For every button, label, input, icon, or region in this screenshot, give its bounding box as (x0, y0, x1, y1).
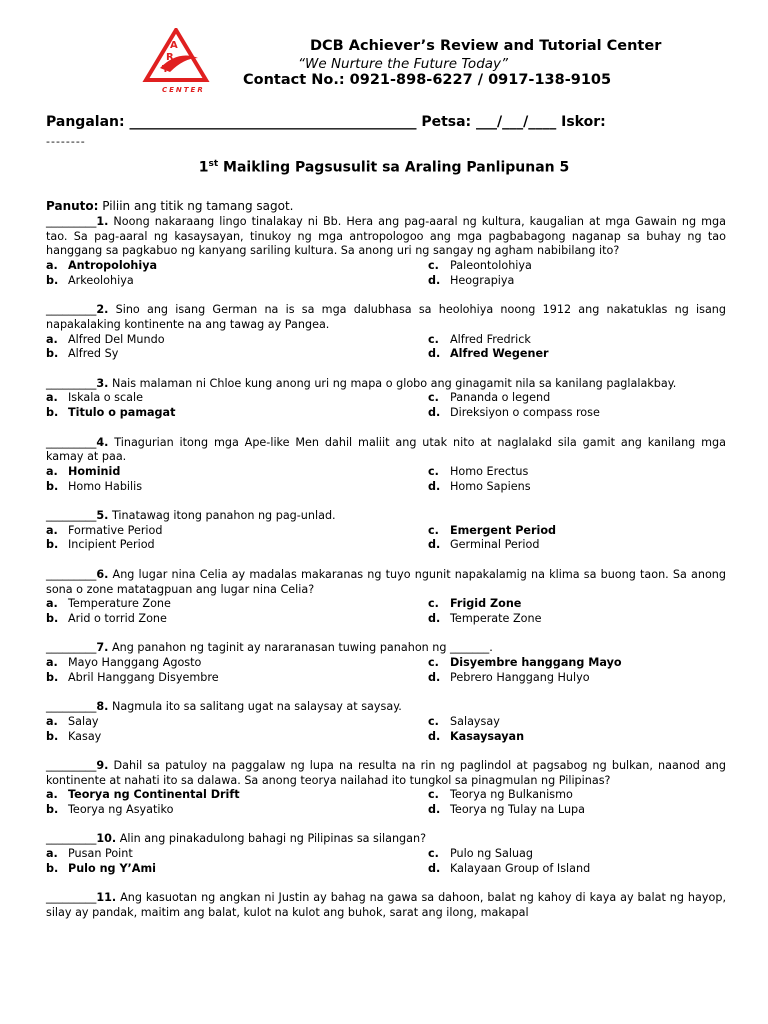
choice-option (428, 524, 726, 539)
choice-text: Disyembre hanggang Mayo (450, 656, 622, 669)
choice-letter: a. (46, 788, 58, 802)
choice-text: Alfred Wegener (450, 347, 549, 361)
question-item (46, 832, 726, 876)
title-ordinal-suffix: st (208, 159, 219, 169)
choice-option (428, 480, 726, 495)
answer-blank: _________ (46, 567, 97, 581)
choice-letter: d. (428, 803, 441, 816)
question-number: 10. (96, 832, 117, 846)
question-text (46, 436, 726, 465)
choice-letter: d. (428, 347, 441, 361)
logo-letter-t: T (162, 64, 169, 75)
choice-option (428, 671, 726, 686)
choice-text: Teorya ng Bulkanismo (450, 788, 573, 802)
choice-letter: d. (428, 670, 441, 684)
choice-option (428, 612, 726, 627)
choice-letter: a. (46, 464, 58, 478)
choice-text: Hominid (68, 464, 121, 478)
score-line-continuation: -------- (46, 135, 86, 148)
question-item (46, 759, 726, 818)
choice-letter: a. (46, 391, 58, 405)
choice-letter: b. (46, 611, 59, 625)
answer-blank: _________ (46, 891, 97, 905)
title-text: Maikling Pagsusulit sa Araling Panlipunan 5 (218, 159, 570, 176)
choice-option (428, 391, 726, 406)
answer-blank: _________ (46, 758, 97, 772)
choice-option (46, 347, 428, 362)
choice-letter: c. (428, 259, 439, 273)
question-text (46, 700, 726, 715)
choice-letter: c. (428, 464, 439, 478)
instructions-text: Piliin ang titik ng tamang sagot. (98, 199, 294, 213)
question-item (46, 568, 726, 627)
choice-letter: d. (428, 406, 441, 420)
question-text (46, 509, 726, 524)
choice-letter: c. (428, 788, 439, 802)
choice-letter: b. (46, 273, 59, 287)
choice-option (428, 274, 726, 289)
choice-option (46, 612, 428, 627)
choice-text: Teorya ng Continental Drift (68, 788, 240, 802)
document-header (0, 0, 768, 100)
choice-text: Temperate Zone (450, 611, 542, 625)
choice-option (46, 671, 428, 686)
choice-letter: a. (46, 656, 58, 669)
choices-grid (46, 391, 726, 420)
choice-text: Abril Hanggang Disyembre (68, 670, 219, 684)
question-number: 5. (96, 509, 109, 522)
question-body: Tinagurian itong mga Ape-like Men dahil maliit ang utak nito at naglalakd sila gamit ang kanilang mga kamay at paa. (46, 435, 726, 464)
choices-grid (46, 259, 726, 288)
choice-text: Kasay (68, 729, 102, 743)
choice-option (46, 333, 428, 348)
choice-option (46, 538, 428, 553)
choice-letter: b. (46, 406, 59, 420)
choice-letter: c. (428, 523, 439, 537)
question-list (46, 215, 726, 935)
choice-option (46, 847, 428, 862)
question-number: 11. (96, 891, 117, 905)
choice-text: Germinal Period (450, 538, 540, 552)
choice-letter: d. (428, 611, 441, 625)
choice-text: Iskala o scale (68, 391, 144, 405)
choices-grid (46, 656, 726, 685)
choices-grid (46, 465, 726, 494)
logo-letter-a: A (170, 40, 178, 51)
choice-text: Paleontolohiya (450, 259, 532, 273)
question-body: Dahil sa patuloy na paggalaw ng lupa na resulta na rin ng paglindol at pagsabog ng bulkan, naanod ang kontinente at nahati ito sa dalawa. Sa anong teorya nailahad ito tungkol sa pinagmulan ng Pilipinas? (46, 758, 726, 787)
choice-option (428, 347, 726, 362)
question-text (46, 568, 726, 597)
choice-letter: d. (428, 729, 441, 743)
question-text (46, 303, 726, 332)
choice-text: Homo Erectus (450, 464, 529, 478)
choice-letter: c. (428, 714, 439, 728)
name-date-score-line: Pangalan: _________________________________________ Petsa: ___/___/____ Iskor: (46, 114, 606, 130)
choice-letter: b. (46, 861, 59, 875)
question-text (46, 215, 726, 259)
center-name: DCB Achiever’s Review and Tutorial Center (310, 38, 662, 54)
choice-text: Pulo ng Y’Ami (68, 861, 156, 875)
choice-text: Kalayaan Group of Island (450, 861, 591, 875)
question-item (46, 215, 726, 289)
choice-text: Mayo Hanggang Agosto (68, 656, 202, 669)
question-text (46, 641, 726, 656)
choice-option (428, 847, 726, 862)
choice-letter: a. (46, 259, 58, 273)
choice-text: Antropolohiya (68, 259, 158, 273)
question-number: 3. (96, 376, 109, 390)
choice-option (428, 715, 726, 730)
quiz-title (0, 159, 768, 176)
choice-option (46, 803, 428, 818)
choice-letter: d. (428, 273, 441, 287)
choice-option (46, 480, 428, 495)
choice-option (428, 597, 726, 612)
center-motto: “We Nurture the Future Today” (298, 56, 509, 72)
choice-text: Salaysay (450, 714, 500, 728)
question-number: 6. (96, 567, 109, 581)
choice-text: Formative Period (68, 523, 163, 537)
choice-text: Kasaysayan (450, 729, 525, 743)
question-text (46, 759, 726, 788)
choice-letter: c. (428, 391, 439, 405)
choice-text: Frigid Zone (450, 597, 522, 611)
choice-text: Alfred Del Mundo (68, 332, 165, 346)
question-body: Alin ang pinakadulong bahagi ng Pilipinas sa silangan? (116, 832, 427, 846)
choice-option (428, 538, 726, 553)
choice-letter: b. (46, 538, 59, 552)
choice-option (46, 730, 428, 745)
choice-option (428, 730, 726, 745)
question-body: Tinatawag itong panahon ng pag-unlad. (108, 509, 336, 522)
choice-text: Incipient Period (68, 538, 155, 552)
question-body: Ang kasuotan ng angkan ni Justin ay bahag na gawa sa dahoon, balat ng kahoy di kaya ay balat ng hayop, silay ay pandak, maitim ang balat, kulot na kulot ang buhok, sarat ang ilong, makapal (46, 891, 726, 919)
question-item (46, 509, 726, 553)
choice-option (46, 597, 428, 612)
choice-letter: b. (46, 479, 59, 493)
question-text (46, 891, 726, 920)
choice-option (46, 715, 428, 730)
choice-option (46, 259, 428, 274)
choice-letter: c. (428, 656, 439, 669)
choice-option (46, 862, 428, 877)
contact-numbers: Contact No.: 0921-898-6227 / 0917-138-9105 (243, 72, 612, 88)
answer-blank: _________ (46, 700, 97, 714)
choices-grid (46, 333, 726, 362)
choice-option (428, 788, 726, 803)
choice-letter: c. (428, 332, 439, 346)
choice-letter: b. (46, 729, 59, 743)
answer-blank: _________ (46, 435, 97, 449)
choice-letter: c. (428, 847, 439, 861)
choice-text: Emergent Period (450, 523, 557, 537)
choice-option (46, 406, 428, 421)
question-number: 2. (96, 303, 109, 317)
choice-option (46, 465, 428, 480)
question-body: Nais malaman ni Chloe kung anong uri ng mapa o globo ang ginagamit nila sa kanilang paglalakbay. (108, 376, 677, 390)
question-body: Nagmula ito sa salitang ugat na salaysay at saysay. (108, 700, 402, 714)
instructions (46, 199, 293, 213)
choice-option (428, 465, 726, 480)
title-ordinal: 1 (198, 159, 209, 176)
art-center-logo (140, 28, 232, 96)
choice-letter: a. (46, 714, 58, 728)
choice-letter: d. (428, 861, 441, 875)
choice-text: Pananda o legend (450, 391, 551, 405)
question-text (46, 832, 726, 847)
choice-text: Alfred Sy (68, 347, 119, 361)
question-number: 1. (96, 215, 109, 228)
instructions-label: Panuto: (46, 199, 99, 213)
question-body: Ang panahon ng taginit ay nararanasan tuwing panahon ng _______. (108, 641, 493, 655)
choice-option (46, 524, 428, 539)
question-number: 8. (96, 700, 109, 714)
question-item (46, 377, 726, 421)
choice-option (46, 391, 428, 406)
choice-text: Heograpiya (450, 273, 515, 287)
choice-letter: b. (46, 670, 59, 684)
question-body: Ang lugar nina Celia ay madalas makaranas ng tuyo ngunit napakalamig na klima sa buong taon. Sa anong sona o zone matatagpuan ang lugar nina Celia? (46, 567, 726, 596)
choice-option (428, 862, 726, 877)
choice-text: Homo Sapiens (450, 479, 531, 493)
question-body: Noong nakaraang lingo tinalakay ni Bb. Hera ang pag-aaral ng kultura, kaugalian at mga Gawain ng mga tao. Sa pag-aaral ng kasaysayan, tinukoy ng mga antropologoo ang mga pagbabagong naganap sa buhay ng tao hanggang sa pagkabuo ng kanyang sariling kultura. Sa anong uri ng sangay ng agham nabibilang ito? (46, 215, 726, 258)
choice-text: Teorya ng Asyatiko (68, 803, 174, 816)
choice-text: Homo Habilis (68, 479, 143, 493)
choice-letter: b. (46, 347, 59, 361)
choice-letter: a. (46, 847, 58, 861)
choice-letter: d. (428, 479, 441, 493)
logo-letter-r: R (166, 52, 174, 63)
question-item (46, 436, 726, 495)
choice-letter: d. (428, 538, 441, 552)
choice-option (428, 656, 726, 671)
choice-text: Alfred Fredrick (450, 332, 531, 346)
choice-text: Titulo o pamagat (68, 406, 176, 420)
choice-text: Temperature Zone (68, 597, 171, 611)
choices-grid (46, 597, 726, 626)
logo-caption: CENTER (162, 86, 205, 94)
choices-grid (46, 847, 726, 876)
answer-blank: _________ (46, 641, 97, 655)
answer-blank: _________ (46, 215, 97, 228)
choices-grid (46, 524, 726, 553)
choice-option (428, 803, 726, 818)
question-item (46, 641, 726, 685)
question-item (46, 303, 726, 362)
question-number: 7. (96, 641, 109, 655)
question-text (46, 377, 726, 392)
choice-text: Salay (68, 714, 99, 728)
choice-letter: a. (46, 332, 58, 346)
choice-text: Pusan Point (68, 847, 133, 861)
question-item (46, 700, 726, 744)
question-body: Sino ang isang German na is sa mga dalubhasa sa heolohiya noong 1912 ang nakatuklas ng isang napakalaking kontinente na ang tawag ay Pangea. (46, 303, 726, 331)
choice-option (46, 656, 428, 671)
answer-blank: _________ (46, 376, 97, 390)
choice-text: Pulo ng Saluag (450, 847, 534, 861)
choice-letter: a. (46, 597, 58, 611)
choices-grid (46, 788, 726, 817)
answer-blank: _________ (46, 303, 97, 317)
choice-text: Direksiyon o compass rose (450, 406, 600, 420)
choice-text: Teorya ng Tulay na Lupa (450, 803, 585, 816)
choice-letter: b. (46, 803, 59, 816)
choice-option (428, 406, 726, 421)
question-item (46, 891, 726, 920)
question-number: 9. (96, 758, 109, 772)
choice-letter: a. (46, 523, 58, 537)
question-number: 4. (96, 435, 109, 449)
choice-text: Arkeolohiya (68, 273, 134, 287)
choice-text: Arid o torrid Zone (68, 611, 167, 625)
choice-option (428, 259, 726, 274)
choice-option (46, 274, 428, 289)
answer-blank: _________ (46, 509, 97, 522)
choices-grid (46, 715, 726, 744)
choice-option (428, 333, 726, 348)
answer-blank: _________ (46, 832, 97, 846)
choice-text: Pebrero Hanggang Hulyo (450, 670, 590, 684)
choice-letter: c. (428, 597, 439, 611)
choice-option (46, 788, 428, 803)
